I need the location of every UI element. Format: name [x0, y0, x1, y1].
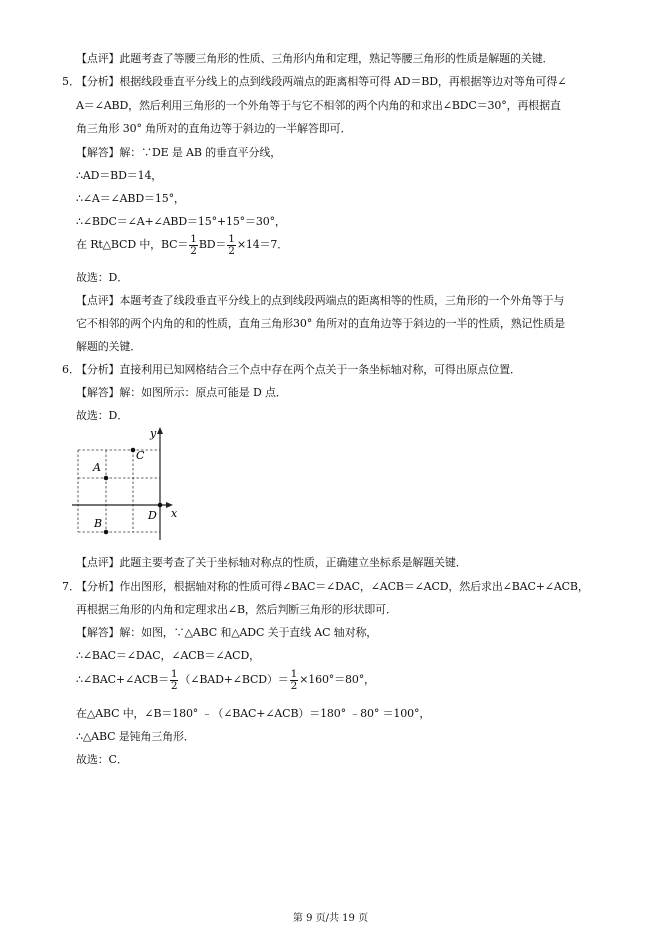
page-footer: 第 9 页/共 19 页 [292, 913, 369, 924]
q7-analysis-line-1: 【分析】作出图形，根据轴对称的性质可得∠BAC＝∠DAC，∠ACB＝∠ACD，然后求出∠BAC+∠ACB， [76, 580, 589, 593]
q5-comment-line-3: 解题的关键． [76, 340, 142, 353]
q7-solution-line-2: ∴∠BAC＝∠DAC，∠ACB＝∠ACD， [76, 649, 260, 662]
fraction-one-half [227, 234, 236, 257]
fraction-denominator: 2 [190, 244, 197, 257]
q5-solution-line-4: ∴∠BDC＝∠A+∠ABD＝15°+15°＝30°， [76, 215, 286, 228]
q5-solution-line-1: 【解答】解：∵DE 是 AB 的垂直平分线， [76, 146, 282, 159]
fraction-denominator: 2 [228, 244, 235, 257]
q5-solution-line-3: ∴∠A＝∠ABD＝15°， [76, 192, 185, 205]
q5-number: 5． [62, 75, 80, 88]
fraction-one-half [290, 669, 299, 692]
fraction-numerator: 1 [290, 667, 298, 680]
q5-comment-line-2: 它不相邻的两个内角的和的性质，直角三角形30° 角所对的直角边等于斜边的一半的性质，熟记性质是 [76, 317, 565, 330]
q5-analysis-line-3: 角三角形 30° 角所对的直角边等于斜边的一半解答即可． [76, 122, 352, 135]
q5-answer: 故选：D． [76, 271, 129, 284]
point-b-label: B [94, 517, 103, 530]
point-d-label: D [148, 509, 157, 522]
q6-comment: 【点评】此题主要考查了关于坐标轴对称点的性质，正确建立坐标系是解题关键． [76, 556, 467, 569]
q7-sol3-text-a: ∴∠BAC+∠ACB＝ [76, 673, 169, 686]
fraction-denominator: 2 [290, 679, 298, 692]
q6-solution-line: 【解答】解：如图所示：原点可能是 D 点． [76, 386, 287, 399]
point-a-label: A [93, 461, 101, 474]
y-axis-arrow [157, 427, 163, 434]
y-axis-label: y [150, 427, 157, 440]
q7-solution-line-5: ∴△ABC 是钝角三角形． [76, 730, 195, 743]
q7-sol3-text-b: （∠BAD+∠BCD）＝ [179, 673, 289, 686]
q7-analysis-line-2: 再根据三角形的内角和定理求出∠B，然后判断三角形的形状即可． [76, 603, 397, 616]
q5-analysis-line-2: A＝∠ABD，然后利用三角形的一个外角等于与它不相邻的两个内角的和求出∠BDC＝30°，再根据直 [76, 99, 561, 112]
q5-sol5-text-b: BD＝ [198, 238, 227, 251]
q7-solution-line-3 [76, 667, 375, 693]
q4-comment: 【点评】此题考查了等腰三角形的性质、三角形内角和定理，熟记等腰三角形的性质是解题的关键． [76, 52, 554, 65]
coordinate-grid-figure [70, 424, 190, 544]
q5-comment-line-1: 【点评】本题考查了线段垂直平分线上的点到线段两端点的距离相等的性质，三角形的一个外角等于与 [76, 294, 565, 307]
q5-sol5-text-c: ×14＝7． [236, 238, 289, 251]
fraction-numerator: 1 [170, 667, 178, 680]
x-axis-label: x [171, 507, 178, 520]
point-d [158, 503, 163, 508]
point-b [104, 530, 109, 535]
q6-analysis-line: 【分析】直接利用已知网格结合三个点中存在两个点关于一条坐标轴对称，可得出原点位置． [76, 363, 521, 376]
q6-number: 6． [62, 363, 80, 376]
q6-answer: 故选：D． [76, 409, 129, 422]
fraction-numerator: 1 [228, 232, 235, 245]
q7-solution-line-1: 【解答】解：如图，∵△ABC 和△ADC 关于直线 AC 轴对称， [76, 626, 378, 639]
q5-solution-line-2: ∴AD＝BD＝14， [76, 169, 163, 182]
point-a [104, 476, 109, 481]
fraction-one-half [189, 234, 198, 257]
q5-solution-line-5 [76, 232, 288, 258]
fraction-one-half [170, 669, 179, 692]
q7-solution-line-4: 在△ABC 中，∠B＝180° ﹣（∠BAC+∠ACB）＝180° ﹣80° ＝100°， [76, 707, 431, 720]
fraction-numerator: 1 [190, 232, 197, 245]
q5-sol5-text-a: 在 Rt△BCD 中，BC＝ [76, 238, 189, 251]
point-c [131, 448, 136, 453]
fraction-denominator: 2 [170, 679, 178, 692]
point-c-label: C [136, 449, 145, 462]
q7-answer: 故选：C． [76, 753, 128, 766]
q7-sol3-text-c: ×160°＝80°， [299, 673, 375, 686]
q7-number: 7． [62, 580, 80, 593]
q5-analysis-line-1: 【分析】根据线段垂直平分线上的点到线段两端点的距离相等可得 AD＝BD，再根据等边对等角可得∠ [76, 75, 567, 88]
